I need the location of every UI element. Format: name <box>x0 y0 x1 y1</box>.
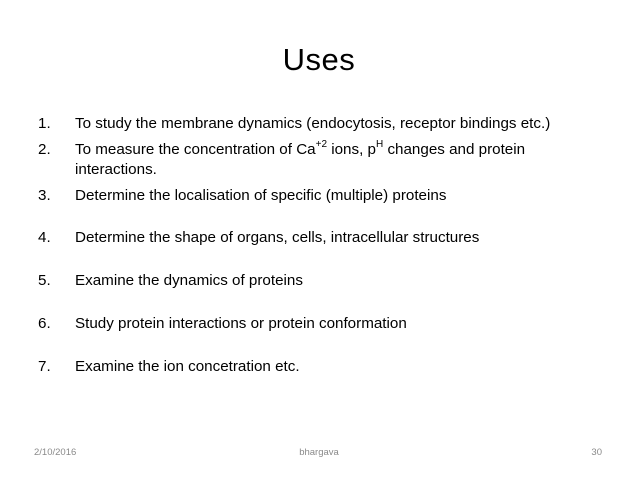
item-text-part: To measure the concentration of Ca <box>75 141 316 158</box>
item-text: To study the membrane dynamics (endocytosis, receptor bindings etc.) <box>75 115 551 132</box>
item-number: 3. <box>38 187 51 204</box>
list-item <box>38 357 608 377</box>
footer-author: bhargava <box>299 447 339 458</box>
footer-date: 2/10/2016 <box>34 447 77 458</box>
uses-list <box>38 114 608 377</box>
list-item <box>38 186 608 206</box>
item-number: 6. <box>38 315 51 332</box>
item-text-part: changes and protein interactions. <box>75 141 526 178</box>
list-item <box>38 228 608 248</box>
item-number: 4. <box>38 229 51 246</box>
item-text: Examine the dynamics of proteins <box>75 272 303 289</box>
calcium-superscript: +2 <box>315 138 328 150</box>
item-number: 1. <box>38 115 51 132</box>
ph-superscript: H <box>375 138 384 150</box>
item-text: Determine the shape of organs, cells, intracellular structures <box>75 229 480 246</box>
list-item <box>38 114 608 134</box>
item-number: 5. <box>38 272 51 289</box>
list-item <box>38 140 608 180</box>
footer-page-number: 30 <box>591 447 602 458</box>
list-item <box>38 271 608 291</box>
item-text <box>75 140 608 180</box>
item-text: Determine the localisation of specific (multiple) proteins <box>75 187 447 204</box>
item-text-part: ions, p <box>327 141 376 158</box>
list-item <box>38 314 608 334</box>
item-text: Examine the ion concetration etc. <box>75 358 300 375</box>
item-number: 2. <box>38 141 51 158</box>
slide-title: Uses <box>282 42 356 77</box>
item-text: Study protein interactions or protein conformation <box>75 315 407 332</box>
item-number: 7. <box>38 358 51 375</box>
